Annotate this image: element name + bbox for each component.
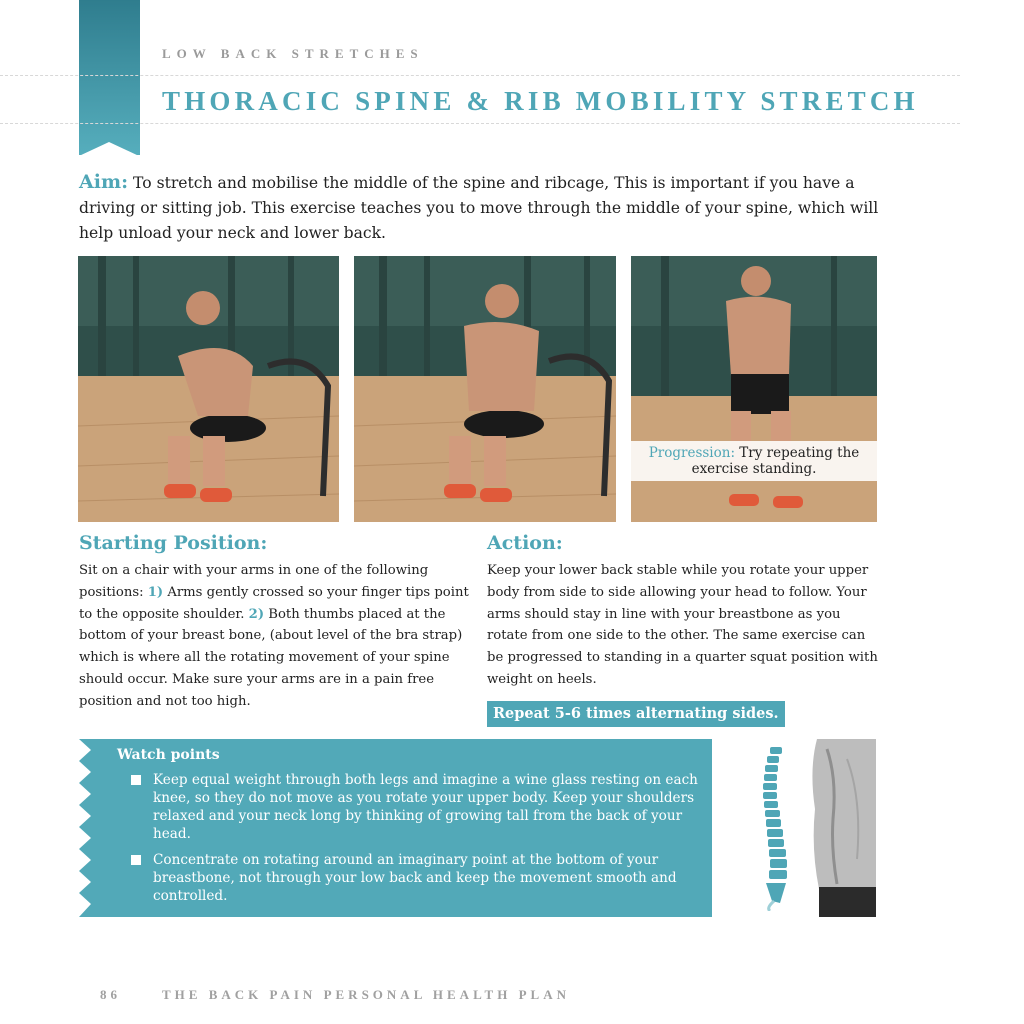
- starting-position-intro: Sit on a chair with your arms in one of the following positions:: [79, 563, 429, 600]
- section-ribbon: [79, 0, 140, 155]
- starting-position-text: [79, 560, 471, 713]
- aim-label: Aim:: [79, 171, 129, 193]
- action-text: Keep your lower back stable while you rotate your upper body from side to side allowing your head to follow. Your arms should stay in line with your breastbone as you rotate from one side to the other. The same exercise can be progressed to standing in a quarter squat position with weight on heels.: [487, 563, 878, 687]
- zigzag-edge: [79, 739, 93, 917]
- spine-illustration: [752, 743, 797, 911]
- book-title: THE BACK PAIN PERSONAL HEALTH PLAN: [162, 987, 570, 1002]
- watch-point-item: [131, 771, 701, 843]
- watch-point-text: Keep equal weight through both legs and imagine a wine glass resting on each knee, so they do not move as you rotate your upper body. Keep your shoulders relaxed and your neck long by thinking of growing tall from the back of your head.: [153, 772, 698, 842]
- progression-caption: [631, 441, 877, 481]
- watch-points-title: Watch points: [117, 747, 220, 763]
- action-heading: Action:: [487, 532, 563, 554]
- back-photo: [807, 739, 876, 917]
- aim-text: To stretch and mobilise the middle of the spine and ribcage, This is important if you have a driving or sitting job. This exercise teaches you to move through the middle of your spine, which will help unload your neck and lower back.: [79, 174, 879, 242]
- progression-label: Progression:: [648, 445, 735, 461]
- header-rule-top: [0, 75, 960, 76]
- bullet-square-icon: [131, 855, 141, 865]
- option-text-1: Arms gently crossed so your finger tips point to the opposite shoulder.: [79, 584, 469, 622]
- aim-paragraph: [79, 170, 879, 246]
- photo-seated-rotation-1: [78, 256, 339, 522]
- photo-seated-rotation-2: [354, 256, 616, 522]
- page-number: 86: [100, 987, 121, 1002]
- repeat-badge: Repeat 5-6 times alternating sides.: [487, 701, 785, 727]
- page-title: THORACIC SPINE & RIB MOBILITY STRETCH: [162, 86, 919, 116]
- option-number-2: 2): [248, 606, 265, 622]
- watch-point-text: Concentrate on rotating around an imaginary point at the bottom of your breastbone, not through your low back and keep the movement smooth and controlled.: [153, 852, 677, 904]
- option-number-1: 1): [147, 584, 164, 600]
- header-rule-bottom: [0, 123, 960, 124]
- progression-text: Try repeating the exercise standing.: [691, 445, 860, 477]
- bullet-square-icon: [131, 775, 141, 785]
- watch-point-item: [131, 851, 701, 905]
- section-label: LOW BACK STRETCHES: [162, 46, 424, 61]
- watch-points-box: [79, 739, 712, 917]
- option-text-2: Both thumbs placed at the bottom of your breast bone, (about level of the bra strap) which is where all the rotating movement of your spine should occur. Make sure your arms are in a pain free position and not too high.: [79, 606, 463, 709]
- starting-position-heading: Starting Position:: [79, 532, 268, 554]
- photo-standing-progression: [631, 256, 877, 522]
